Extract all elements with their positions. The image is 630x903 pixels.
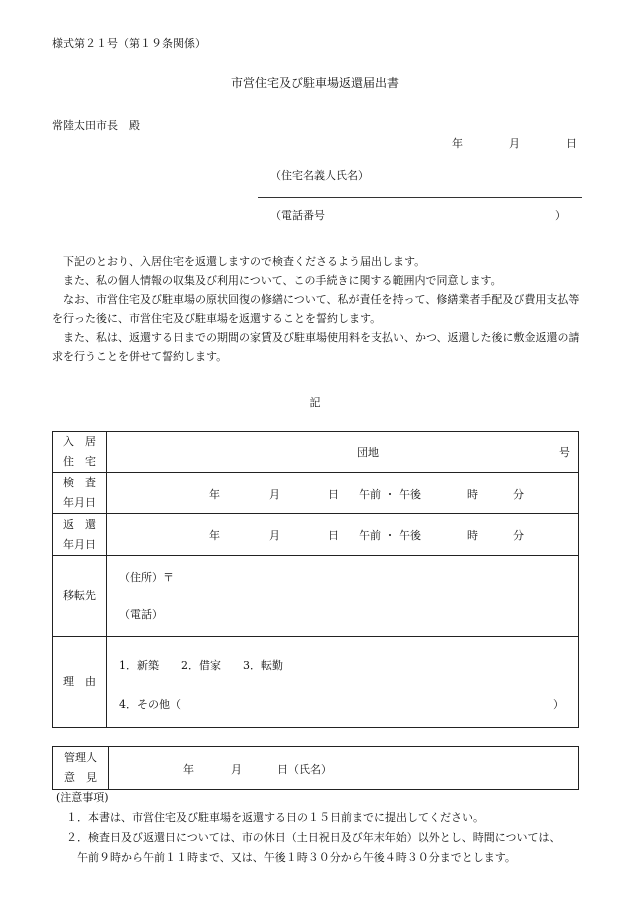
inspection-day: 日 — [328, 488, 339, 501]
return-label — [53, 514, 107, 556]
reason-label: 理 由 — [53, 637, 107, 728]
inspection-year: 年 — [209, 488, 220, 501]
applicant-phone-label: （電話番号 — [270, 209, 325, 222]
manager-month: 月 — [231, 763, 242, 776]
reason-row — [53, 637, 579, 728]
manager-label-line2: 意 見 — [64, 771, 97, 784]
housing-label-line1: 入 居 — [63, 435, 96, 448]
manager-input[interactable] — [109, 747, 579, 790]
return-label-line2: 年月日 — [63, 537, 96, 551]
manager-row — [53, 747, 579, 790]
reason-input[interactable] — [107, 637, 579, 728]
body-paragraph-1: 下記のとおり、入居住宅を返還しますので検査くださるよう届出します。 — [63, 255, 426, 268]
applicant-name-label: （住宅名義人氏名） — [270, 169, 369, 182]
forwarding-row — [53, 556, 579, 637]
forwarding-address: （住所）〒 — [119, 571, 174, 584]
reason-other[interactable]: 4．その他（ — [119, 698, 181, 711]
manager-table — [52, 746, 579, 790]
return-day: 日 — [328, 529, 339, 542]
return-hour: 時 — [467, 529, 478, 542]
housing-label — [53, 432, 107, 473]
inspection-label — [53, 473, 107, 514]
return-minute: 分 — [513, 529, 524, 542]
housing-label-line2: 住 宅 — [63, 455, 96, 468]
return-label-line1: 返 還 — [63, 517, 96, 531]
inspection-hour: 時 — [467, 488, 478, 501]
body-paragraph-2: また、私の個人情報の収集及び利用について、この手続きに関する範囲内で同意します。 — [63, 274, 502, 287]
date-year[interactable]: 年 — [452, 137, 463, 150]
note-3: 午前９時から午前１１時まで、又は、午後１時３０分から午後４時３０分までとします。 — [77, 851, 516, 864]
inspection-label-line1: 検 査 — [63, 476, 96, 489]
return-row — [53, 514, 579, 556]
notes-header: (注意事項) — [56, 791, 109, 804]
form-number: 様式第２１号（第１９条関係） — [52, 37, 206, 50]
date-day[interactable]: 日 — [566, 137, 577, 150]
return-month: 月 — [269, 529, 280, 542]
forwarding-input[interactable] — [107, 556, 579, 637]
page-title: 市営住宅及び駐車場返還届出書 — [230, 76, 399, 90]
return-form-table — [52, 431, 579, 728]
body-paragraph-3: なお、市営住宅及び駐車場の原状回復の修繕について、私が責任を持って、修繕業者手配及び費用支払等を行った後に、市営住宅及び駐車場を返還することを誓約します。 — [52, 293, 580, 325]
inspection-ampm[interactable]: 午前 ・ 午後 — [359, 488, 421, 501]
manager-year: 年 — [183, 763, 194, 776]
return-input[interactable] — [107, 514, 579, 556]
date-month[interactable]: 月 — [509, 137, 520, 150]
inspection-row — [53, 473, 579, 514]
manager-label — [53, 747, 109, 790]
housing-input[interactable] — [107, 432, 579, 473]
body-paragraph-4: また、私は、返還する日までの期間の家賃及び駐車場使用料を支払い、かつ、返還した後に敷金返還の請求を行うことを併せて誓約します。 — [52, 331, 580, 363]
forwarding-label: 移転先 — [53, 556, 107, 637]
housing-row — [53, 432, 579, 473]
inspection-label-line2: 年月日 — [63, 496, 96, 509]
manager-day-name: 日（氏名） — [277, 763, 332, 776]
reason-options[interactable]: 1．新築 2．借家 3．転勤 — [119, 659, 283, 672]
reason-other-close: ） — [553, 698, 564, 711]
return-year: 年 — [209, 529, 220, 542]
note-2: ２．検査日及び返還日については、市の休日（土日祝日及び年末年始）以外とし、時間については、 — [66, 831, 561, 844]
addressee: 常陸太田市長 殿 — [52, 119, 140, 132]
forwarding-phone: （電話） — [119, 608, 163, 621]
manager-label-line1: 管理人 — [64, 751, 97, 764]
applicant-name-line[interactable] — [258, 197, 582, 198]
inspection-input[interactable] — [107, 473, 579, 514]
inspection-month: 月 — [269, 488, 280, 501]
applicant-phone-close: ） — [555, 209, 566, 222]
return-ampm[interactable]: 午前 ・ 午後 — [359, 529, 421, 542]
inspection-minute: 分 — [513, 488, 524, 501]
danchi-label: 団地 — [357, 446, 379, 459]
go-label: 号 — [559, 446, 570, 459]
note-1: １．本書は、市営住宅及び駐車場を返還する日の１５日前までに提出してください。 — [66, 811, 484, 824]
ki-heading: 記 — [309, 396, 321, 409]
